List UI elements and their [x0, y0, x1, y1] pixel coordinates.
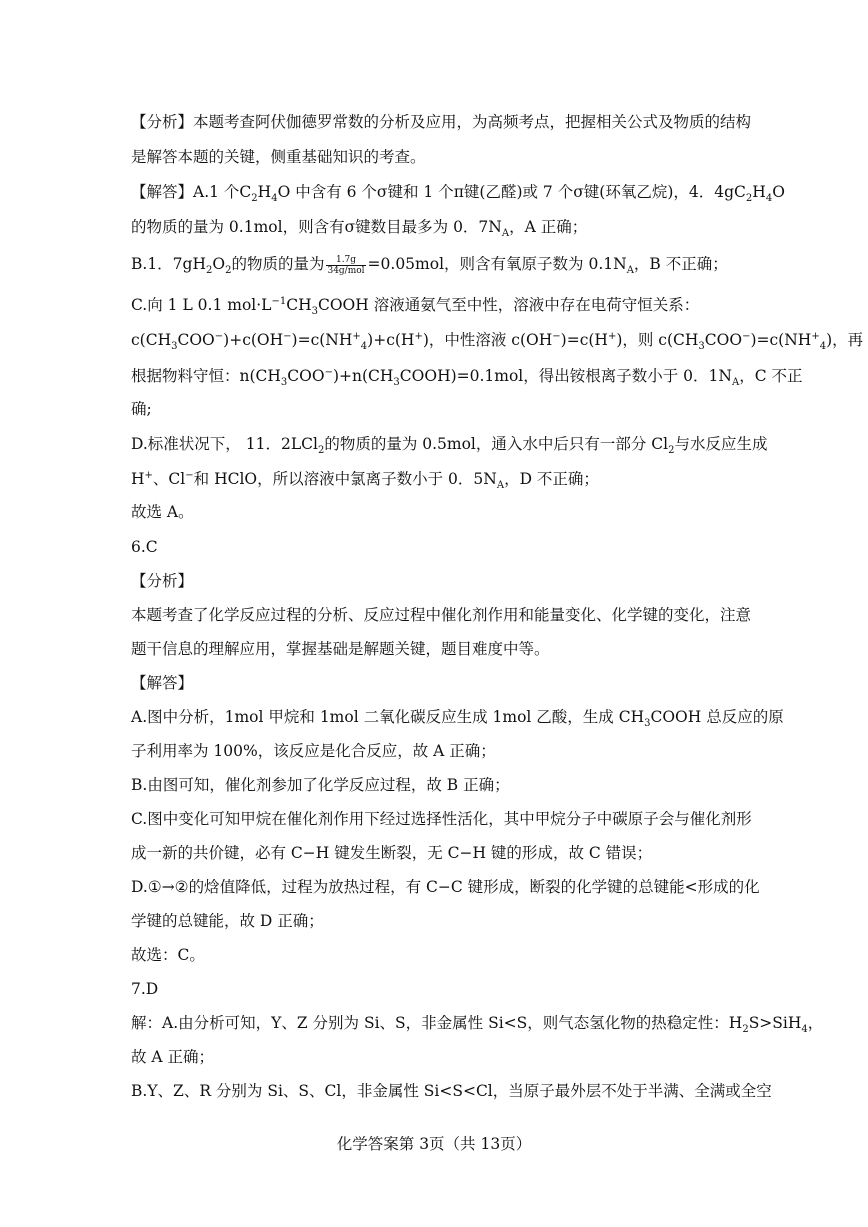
fraction: $\frac{1.7g}{\text{34g/mol}}$ — [327, 254, 365, 276]
q6-conclusion: 故选：C。 — [131, 946, 205, 964]
q6-fx-line-2: 题干信息的理解应用，掌握基础是解题关键，题目难度中等。 — [131, 640, 550, 658]
q6-a-line-1: A.图中分析，1mol 甲烷和 1mol 二氧化碳反应生成 1mol 乙酸，生成 $CH_3COOH$ 总反应的原 — [131, 708, 784, 730]
q6-fx-line-1: 本题考查了化学反应过程的分析、反应过程中催化剂作用和能量变化、化学键的变化，注意 — [131, 606, 752, 624]
s5-c-line-2: $c(CH_3COO^-)+c(OH^-)=c(NH^+_4)+c(H^+)$，中性溶液 c(OH−)=c(H+)，则 $c(CH_3COO^-)=c(NH^+_4)$，再 — [131, 330, 864, 353]
s5-a-line-2: 的物质的量为 0.1mol，则含有σ键数目最多为 0．$7N_A$，A 正确； — [131, 218, 588, 240]
q6-b-line: B.由图可知，催化剂参加了化学反应过程，故 B 正确； — [131, 776, 510, 794]
s5-a-line-1: 【解答】A.1 个$C_2H_4O$ 中含有 6 个σ键和 1 个π键(乙醛)或 7 个σ键(环氧乙烷)，4．$4gC_2H_4O$ — [131, 183, 785, 205]
q7-a-line-2: 故 A 正确； — [131, 1048, 215, 1066]
s5-conclusion: 故选 A。 — [131, 503, 194, 521]
q6-c-line-2: 成一新的共价键，必有 C−H 键发生断裂，无 C−H 键的形成，故 C 错误； — [131, 844, 653, 862]
q6-c-line-1: C.图中变化可知甲烷在催化剂作用下经过选择性活化，其中甲烷分子中碳原子会与催化剂形 — [131, 810, 752, 828]
q7-b-line-1: B.Y、Z、R 分别为 Si、S、Cl，非金属性 Si<S<Cl，当原子最外层不处于半满、全满或全空 — [131, 1082, 772, 1100]
s5-c-line-1: C.向 1 L 0.1 $mol\cdot L^{-1}CH_3COOH$ 溶液通氨气至中性，溶液中存在电荷守恒关系： — [131, 295, 700, 318]
q6-fx-label: 【分析】 — [131, 572, 194, 590]
q6-jd-label: 【解答】 — [131, 674, 194, 692]
q6-a-line-2: 子利用率为 100%，该反应是化合反应，故 A 正确； — [131, 742, 496, 760]
page-footer: 化学答案第 3页（共 13页） — [336, 1135, 532, 1153]
s5-fx-line-2: 是解答本题的关键，侧重基础知识的考查。 — [131, 148, 426, 166]
q6-number: 6.C — [131, 538, 158, 556]
s5-d-line-1: D.标准状况下， 11．2LCl$_2$的物质的量为 0.5mol，通入水中后只有一部分 $Cl_2$与水反应生成 — [131, 435, 768, 457]
q6-d-line-2: 学键的总键能，故 D 正确； — [131, 912, 324, 930]
q6-d-line-1: D.①→②的焓值降低，过程为放热过程，有 C−C 键形成，断裂的化学键的总键能<形成的化 — [131, 878, 760, 896]
q7-number: 7.D — [131, 980, 159, 998]
s5-fx-line-1: 【分析】本题考查阿伏伽德罗常数的分析及应用，为高频考点，把握相关公式及物质的结构 — [131, 113, 752, 131]
s5-b-line: B.1．$7gH_2O_2$的物质的量为 $\frac{1.7g}{\text{34g/mol}}$ =0.05mol，则含有氧原子数为 $0.1N_A$，B 不正确； — [131, 254, 728, 277]
q7-a-line-1: 解：A.由分析可知，Y、Z 分别为 Si、S，非金属性 Si<S，则气态氢化物的热稳定性：$H_2S>SiH_4$， — [131, 1014, 824, 1036]
s5-c-line-3: 根据物料守恒：$n(CH_3COO^-)+n(CH_3COOH)=0.1mol$，得出铵根离子数小于 0．$1N_A$，C 不正 — [131, 366, 803, 389]
s5-c-line-4: 确; — [131, 400, 152, 418]
s5-d-line-2: H+、Cl−和 HClO，所以溶液中氯离子数小于 0．$5N_A$，D 不正确； — [131, 469, 599, 492]
fx-label: 【分析】 — [131, 113, 194, 131]
